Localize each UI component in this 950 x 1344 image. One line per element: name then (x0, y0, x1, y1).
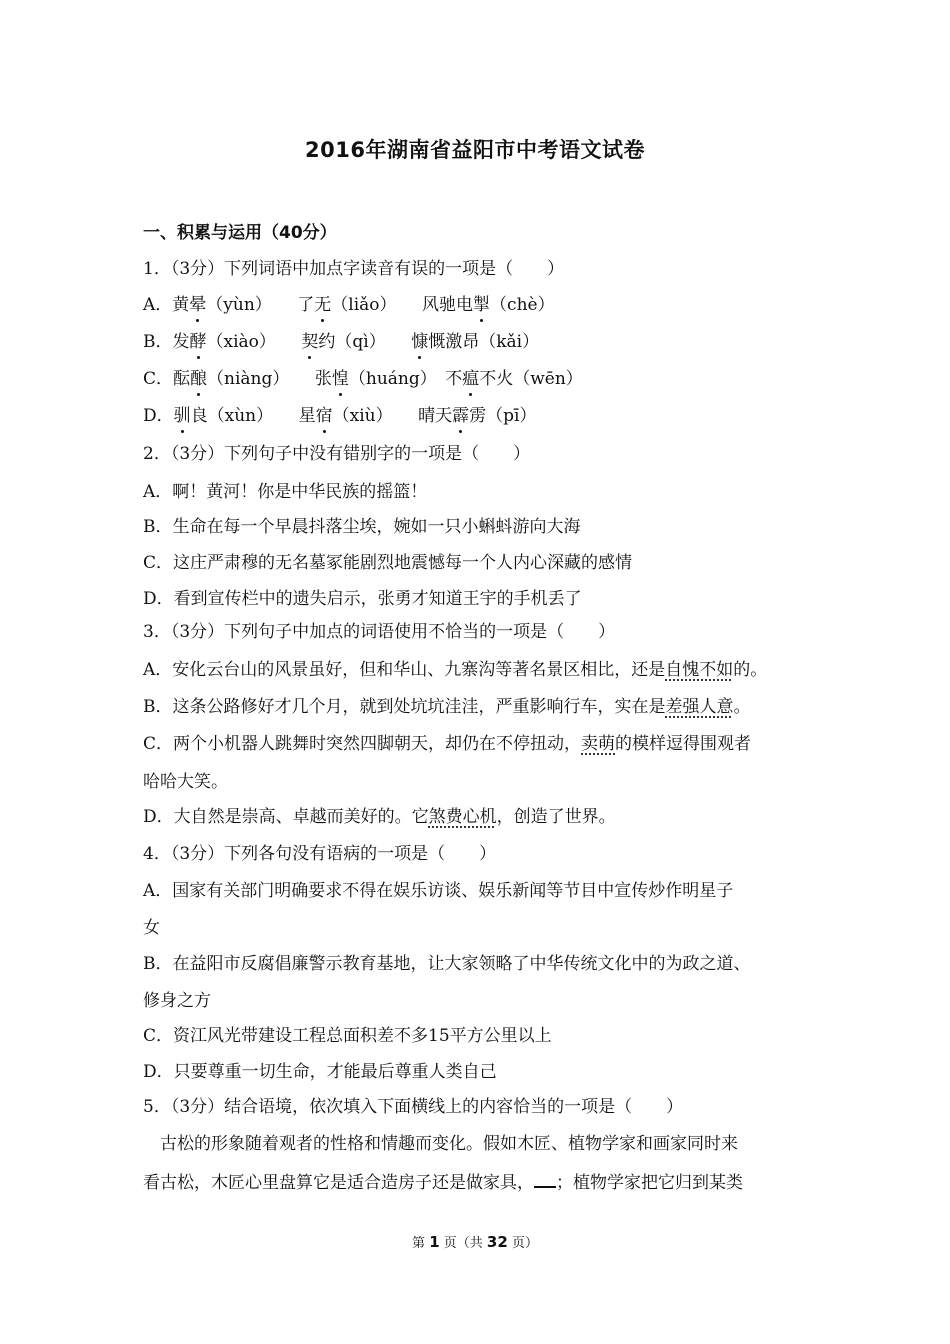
exam-title: 2016年湖南省益阳市中考语文试卷 (305, 138, 645, 162)
question-1-option-c: C．酝酿（niàng） 张惶（huáng） 不瘟不火（wēn） (143, 369, 583, 389)
total-pages: 32 (486, 1233, 508, 1251)
section-heading: 一、积累与运用（40分） (143, 223, 337, 243)
question-4-option-b-continued: 修身之方 (143, 991, 211, 1011)
question-3-option-b: B．这条公路修好才几个月，就到处坑坑洼洼，严重影响行车，实在是差强人意。 (143, 697, 751, 717)
question-2-option-c: C．这庄严肃穆的无名墓冢能剧烈地震憾每一个人内心深藏的感情 (143, 553, 633, 573)
question-3-option-a: A．安化云台山的风景虽好，但和华山、九寨沟等著名景区相比，还是自愧不如的。 (143, 660, 768, 680)
question-5-stem: 5．（3分）结合语境，依次填入下面横线上的内容恰当的一项是（ ） (143, 1097, 684, 1117)
question-2-option-b: B．生命在每一个早晨抖落尘埃，婉如一只小蝌蚪游向大海 (143, 517, 581, 537)
question-2-option-a: A．啊！黄河！你是中华民族的摇篮！ (143, 482, 428, 502)
question-3-option-c: C．两个小机器人跳舞时突然四脚朝天，却仍在不停扭动，卖萌的模样逗得围观者 (143, 734, 752, 754)
question-2-stem: 2．（3分）下列句子中没有错别字的一项是（ ） (143, 444, 531, 464)
question-4-option-b: B．在益阳市反腐倡廉警示教育基地，让大家领略了中华传统文化中的为政之道、 (143, 954, 751, 974)
question-1-option-d: D．驯良（xùn） 星宿（xiù） 晴天霹雳（pī） (143, 406, 537, 426)
question-3-option-d: D．大自然是崇高、卓越而美好的。它煞费心机，创造了世界。 (143, 807, 616, 827)
current-page-number: 1 (429, 1233, 440, 1251)
question-4-option-a: A．国家有关部门明确要求不得在娱乐访谈、娱乐新闻等节目中宣传炒作明星子 (143, 881, 734, 901)
dotted-phrase: 煞费心机 (428, 807, 497, 827)
page-footer: 第 1 页（共 32 页） (412, 1233, 538, 1251)
dotted-phrase: 自愧不如 (665, 660, 734, 680)
question-4-option-d: D．只要尊重一切生命，才能最后尊重人类自己 (143, 1062, 497, 1082)
question-5-passage-line-1: 古松的形象随着观者的性格和情趣而变化。假如木匠、植物学家和画家同时来 (143, 1134, 738, 1154)
question-4-option-c: C．资江风光带建设工程总面积差不多15平方公里以上 (143, 1026, 552, 1046)
dotted-phrase: 差强人意 (665, 697, 734, 717)
dotted-phrase: 卖萌 (581, 734, 616, 754)
question-2-option-d: D．看到宣传栏中的遗失启示，张勇才知道王宇的手机丢了 (143, 589, 582, 609)
question-1-stem: 1．（3分）下列词语中加点字读音有误的一项是（ ） (143, 259, 565, 279)
question-3-option-c-continued: 哈哈大笑。 (143, 772, 228, 792)
question-5-passage-line-2: 看古松，木匠心里盘算它是适合造房子还是做家具， ；植物学家把它归到某类 (143, 1170, 743, 1194)
question-1-option-b: B．发酵（xiào） 契约（qì） 慷慨激昂（kǎi） (143, 332, 540, 352)
answer-blank (534, 1170, 556, 1188)
question-4-option-a-continued: 女 (143, 918, 160, 938)
question-1-option-a: A．黄晕（yùn） 了无（liǎo） 风驰电掣（chè） (143, 295, 555, 315)
question-4-stem: 4．（3分）下列各句没有语病的一项是（ ） (143, 844, 497, 864)
question-3-stem: 3．（3分）下列句子中加点的词语使用不恰当的一项是（ ） (143, 622, 616, 642)
